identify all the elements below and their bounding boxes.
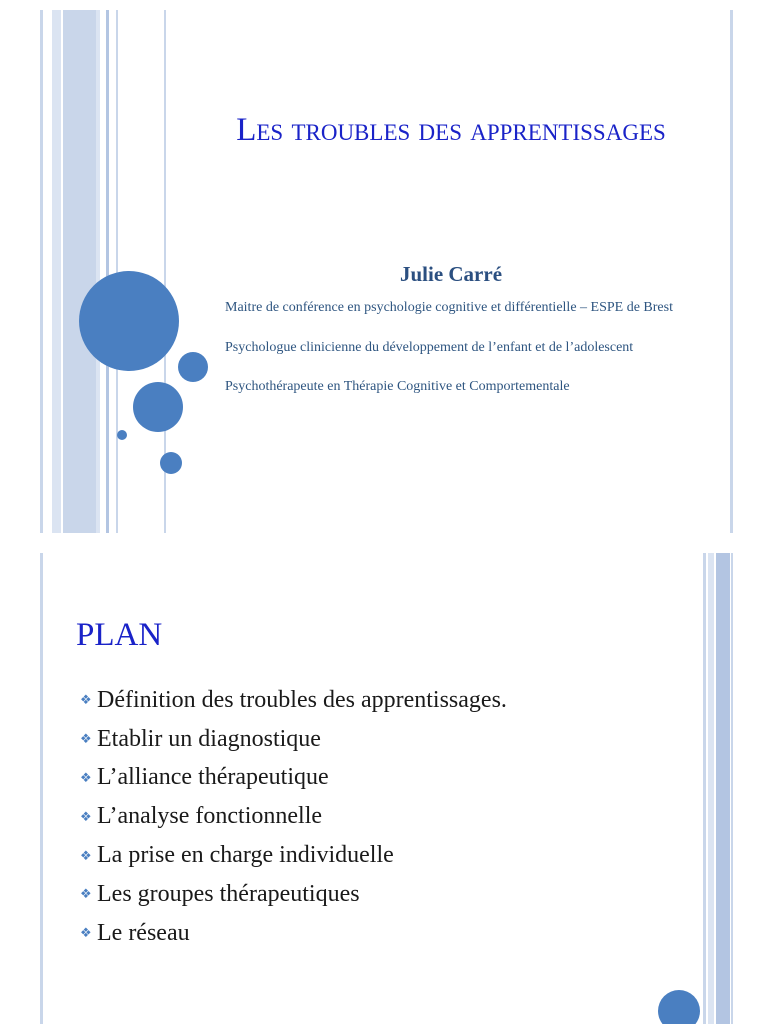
- list-item-label: Les groupes thérapeutiques: [97, 880, 360, 907]
- decorative-circle-small: [178, 352, 208, 382]
- list-item: [80, 836, 507, 875]
- decorative-circle-medium: [133, 382, 183, 432]
- author-name: Julie Carré: [399, 262, 503, 286]
- plan-title: PLAN: [76, 617, 163, 653]
- decorative-stripe: [52, 10, 61, 533]
- title-slide: [38, 10, 735, 533]
- list-item-label: Le réseau: [97, 919, 190, 946]
- list-item-label: Définition des troubles des apprentissages.: [97, 686, 507, 713]
- affiliation-line: Maitre de conférence en psychologie cognitive et différentielle – ESPE de Brest: [225, 300, 673, 315]
- list-item: [80, 681, 507, 720]
- plan-slide: [38, 553, 735, 1024]
- affiliation-line: Psychothérapeute en Thérapie Cognitive et Comportementale: [225, 379, 570, 394]
- diamond-bullet-icon: ❖: [80, 692, 92, 708]
- decorative-dot: [117, 430, 127, 440]
- diamond-bullet-icon: ❖: [80, 769, 92, 785]
- diamond-bullet-icon: ❖: [80, 847, 92, 863]
- decorative-stripe: [106, 10, 109, 533]
- decorative-circle-small: [160, 452, 182, 474]
- list-item-label: L’analyse fonctionnelle: [97, 803, 323, 830]
- decorative-stripe: [40, 10, 43, 533]
- list-item: [80, 720, 507, 759]
- decorative-stripe: [731, 553, 733, 1024]
- list-item: [80, 914, 507, 953]
- decorative-stripe: [703, 553, 706, 1024]
- decorative-stripe: [40, 553, 43, 1024]
- affiliation-line: Psychologue clinicienne du développement de l’enfant et de l’adolescent: [225, 340, 634, 355]
- list-item: [80, 759, 507, 798]
- decorative-stripe: [96, 10, 100, 533]
- decorative-stripe: [63, 10, 96, 533]
- list-item-label: L’alliance thérapeutique: [97, 764, 329, 791]
- list-item-label: Etablir un diagnostique: [97, 725, 321, 752]
- list-item-label: La prise en charge individuelle: [97, 842, 394, 869]
- slide-title: Les troubles des apprentissages: [236, 112, 666, 148]
- diamond-bullet-icon: ❖: [80, 731, 92, 747]
- decorative-stripe: [708, 553, 714, 1024]
- diamond-bullet-icon: ❖: [80, 886, 92, 902]
- decorative-stripe: [716, 553, 730, 1024]
- decorative-circle: [658, 990, 700, 1024]
- plan-list: [80, 681, 507, 953]
- decorative-circle-large: [79, 271, 179, 371]
- decorative-stripe: [730, 10, 733, 533]
- list-item: [80, 875, 507, 914]
- diamond-bullet-icon: ❖: [80, 808, 92, 824]
- list-item: [80, 797, 507, 836]
- diamond-bullet-icon: ❖: [80, 925, 92, 941]
